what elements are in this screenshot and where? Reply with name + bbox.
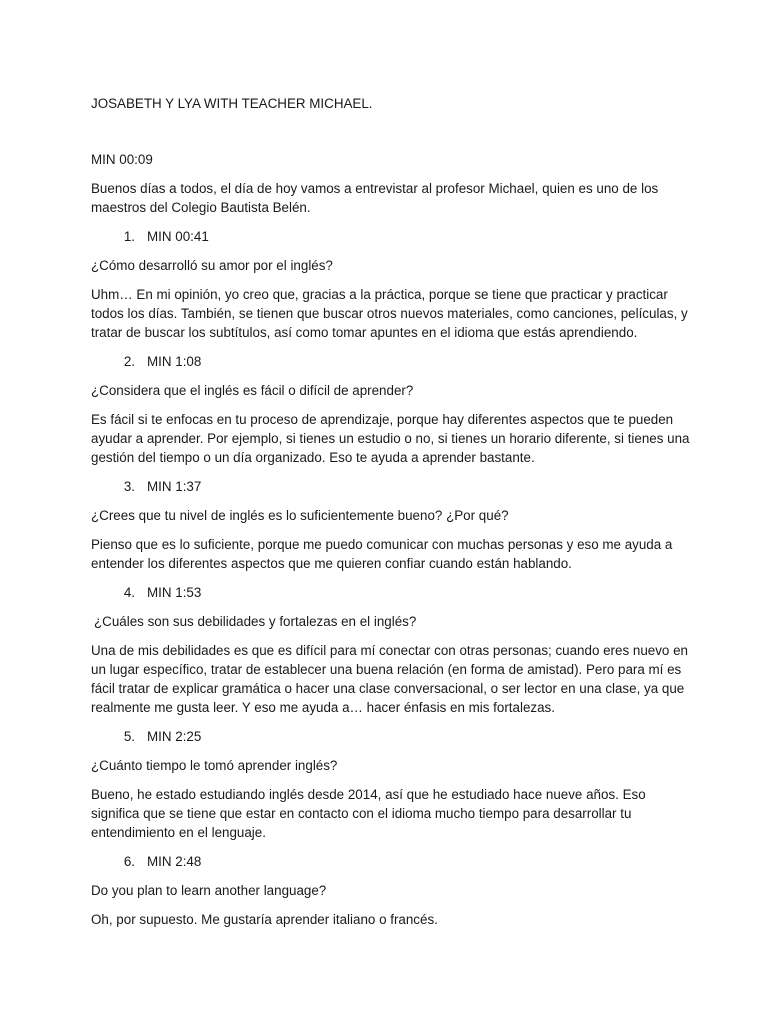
question-text: ¿Crees que tu nivel de inglés es lo suficientemente bueno? ¿Por qué? <box>91 508 509 523</box>
question-text: ¿Cuánto tiempo le tomó aprender inglés? <box>91 758 338 773</box>
answer-text: Uhm… En mi opinión, yo creo que, gracias a la práctica, porque se tiene que practicar y practicar todos los días. También, se tienen que buscar otros nuevos materiales, como canciones, películas, y tratar de buscar los subtítulos, así como tomar apuntes en el idioma que estás aprendiendo. <box>91 287 688 340</box>
section-heading <box>91 852 691 871</box>
answer-text: Una de mis debilidades es que es difícil para mí conectar con otras personas; cuando eres nuevo en un lugar específico, tratar de establecer una buena relación (en forma de amistad). Pero para mí es fácil tratar de explicar gramática o hacer una clase conversacional, o ser lector en una clase, ya que realmente me gusta leer. Y eso me ayuda a… hacer énfasis en mis fortalezas. <box>91 643 688 715</box>
intro-paragraph: Buenos días a todos, el día de hoy vamos a entrevistar al profesor Michael, quien es uno de los maestros del Colegio Bautista Belén. <box>91 181 659 215</box>
question-text: Do you plan to learn another language? <box>91 883 327 898</box>
document-body <box>91 94 691 939</box>
section-timestamp: MIN 2:25 <box>147 729 202 744</box>
section-number: 6 . <box>91 852 135 871</box>
section-heading <box>91 477 691 496</box>
section-heading <box>91 583 691 602</box>
section-number: 5 . <box>91 727 135 746</box>
section-number: 1 . <box>91 227 135 246</box>
section-timestamp: MIN 2:48 <box>147 854 202 869</box>
section-heading <box>91 352 691 371</box>
section-heading <box>91 227 691 246</box>
intro-timestamp: MIN 00:09 <box>91 152 153 167</box>
section-number: 3 . <box>91 477 135 496</box>
question-text: ¿Cómo desarrolló su amor por el inglés? <box>91 258 333 273</box>
section-number: 2 . <box>91 352 135 371</box>
answer-text: Pienso que es lo suficiente, porque me puedo comunicar con muchas personas y eso me ayuda a entender los diferentes aspectos que me quieren confiar cuando están hablando. <box>91 537 673 571</box>
answer-text: Oh, por supuesto. Me gustaría aprender italiano o francés. <box>91 912 438 927</box>
section-timestamp: MIN 1:08 <box>147 354 202 369</box>
section-heading <box>91 727 691 746</box>
section-timestamp: MIN 00:41 <box>147 229 209 244</box>
section-number: 4 . <box>91 583 135 602</box>
section-timestamp: MIN 1:37 <box>147 479 202 494</box>
question-text: ¿Considera que el inglés es fácil o difícil de aprender? <box>91 383 414 398</box>
section-timestamp: MIN 1:53 <box>147 585 202 600</box>
question-text: ¿Cuáles son sus debilidades y fortalezas en el inglés? <box>94 614 417 629</box>
document-title: JOSABETH Y LYA WITH TEACHER MICHAEL. <box>91 96 373 111</box>
answer-text: Bueno, he estado estudiando inglés desde 2014, así que he estudiado hace nueve años. Eso significa que se tiene que estar en contacto con el idioma mucho tiempo para desarrollar tu entendimiento en el lenguaje. <box>91 787 646 840</box>
answer-text: Es fácil si te enfocas en tu proceso de aprendizaje, porque hay diferentes aspectos que te pueden ayudar a aprender. Por ejemplo, si tienes un estudio o no, si tienes un horario diferente, si tienes una gestión del tiempo o un día organizado. Eso te ayuda a aprender bastante. <box>91 412 690 465</box>
